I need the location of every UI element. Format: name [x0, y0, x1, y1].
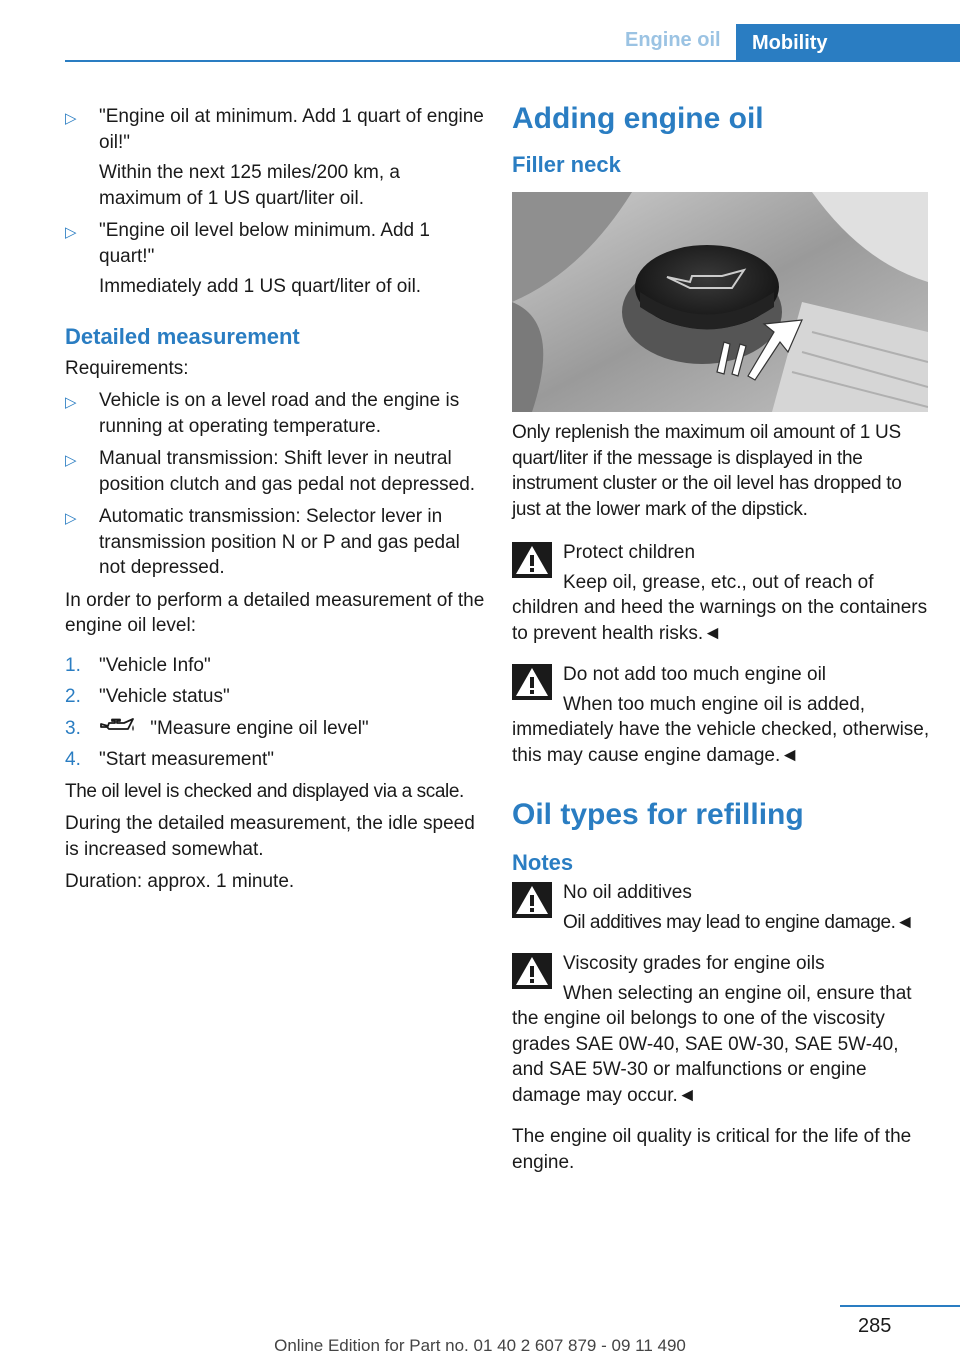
section-heading: Adding engine oil	[512, 102, 764, 135]
bullet-text: Manual transmission: Shift lever in neutral position clutch and gas pedal not depressed.	[99, 448, 476, 495]
left-column	[65, 104, 485, 902]
warning-block	[512, 662, 930, 768]
bullet-text: "Engine oil level below minimum. Add 1 quart!"	[99, 220, 430, 267]
step-number: 4.	[65, 749, 81, 770]
warning-body: When too much engine oil is added, immediately have the vehicle checked, otherwise, this may cause engine damage.◄	[512, 693, 930, 766]
header-rule	[65, 60, 960, 62]
warning-body: Keep oil, grease, etc., out of reach of children and heed the warnings on the containers to prevent health risks.◄	[512, 571, 928, 644]
warning-body: Oil additives may lead to engine damage.◄	[563, 911, 914, 933]
filler-neck-photo	[512, 192, 928, 412]
bullet-text: Within the next 125 miles/200 km, a maximum of 1 US quart/liter oil.	[99, 162, 400, 209]
triangle-bullet-icon: ▷	[65, 394, 77, 411]
list-item	[65, 716, 485, 742]
paragraph: Duration: approx. 1 minute.	[65, 871, 295, 892]
step-text: "Vehicle status"	[99, 686, 230, 707]
requirements-label: Requirements:	[65, 357, 189, 379]
warning-title: Viscosity grades for engine oils	[563, 953, 825, 974]
header-chapter-tab: Mobility	[736, 24, 960, 62]
footer-rule	[840, 1305, 960, 1307]
warning-title: Do not add too much engine oil	[563, 664, 827, 685]
bullet-text: Vehicle is on a level road and the engine is running at operating temperature.	[99, 390, 460, 437]
triangle-bullet-icon: ▷	[65, 110, 77, 127]
list-item	[65, 653, 485, 679]
step-number: 3.	[65, 717, 81, 739]
warning-body: When selecting an engine oil, ensure that the engine oil belongs to one of the viscosity grades SAE 0W-40, SAE 0W-30, SAE 5W-40, and SAE 5W-30 or malfunctions or engine damage may occur.◄	[512, 982, 912, 1106]
warning-block	[512, 540, 930, 646]
list-item	[65, 388, 485, 439]
paragraph: The oil level is checked and displayed via a scale.	[65, 780, 464, 802]
step-number: 2.	[65, 686, 81, 707]
edition-line: Online Edition for Part no. 01 40 2 607 879 - 09 11 490	[274, 1336, 686, 1355]
triangle-bullet-icon: ▷	[65, 452, 77, 469]
triangle-bullet-icon: ▷	[65, 510, 77, 527]
step-number: 1.	[65, 654, 81, 676]
list-item	[65, 684, 485, 710]
paragraph: In order to perform a detailed measurement of the engine oil level:	[65, 589, 485, 636]
step-text: "Vehicle Info"	[99, 654, 211, 676]
warning-block	[512, 951, 930, 1108]
warning-title: Protect children	[563, 542, 696, 563]
step-text: "Start measurement"	[99, 749, 275, 770]
bullet-text: Automatic transmission: Selector lever in transmission position N or P and gas pedal not depressed.	[99, 506, 460, 578]
warning-icon	[512, 542, 552, 578]
list-item	[65, 446, 485, 497]
subsection-heading: Notes	[512, 850, 574, 875]
bullet-text: "Engine oil at minimum. Add 1 quart of engine oil!"	[99, 106, 484, 153]
warning-block	[512, 880, 930, 935]
subsection-heading: Filler neck	[512, 152, 621, 177]
list-item	[65, 504, 485, 581]
warning-icon	[512, 882, 552, 918]
warning-icon	[512, 953, 552, 989]
warning-title: No oil additives	[563, 882, 692, 903]
list-item	[65, 747, 485, 773]
section-heading: Oil types for refilling	[512, 798, 804, 831]
bullet-text: Immediately add 1 US quart/liter of oil.	[99, 276, 422, 297]
oil-can-icon	[99, 718, 137, 736]
section-heading: Detailed measurement	[65, 323, 300, 349]
header-section-title: Engine oil	[625, 29, 721, 51]
list-item	[65, 218, 485, 300]
paragraph: The engine oil quality is critical for the life of the engine.	[512, 1126, 912, 1173]
warning-icon	[512, 664, 552, 700]
list-item	[65, 104, 485, 211]
page-number: 285	[858, 1315, 892, 1337]
step-text: "Measure engine oil level"	[150, 717, 369, 739]
paragraph: Only replenish the maximum oil amount of 1 US quart/liter if the message is displayed in the instrument cluster or the oil level has dropped to just at the lower mark of the dipstick.	[512, 422, 902, 520]
paragraph: During the detailed measurement, the idle speed is increased somewhat.	[65, 813, 475, 860]
right-column	[512, 102, 930, 1182]
page-header	[0, 0, 960, 62]
triangle-bullet-icon: ▷	[65, 224, 77, 241]
